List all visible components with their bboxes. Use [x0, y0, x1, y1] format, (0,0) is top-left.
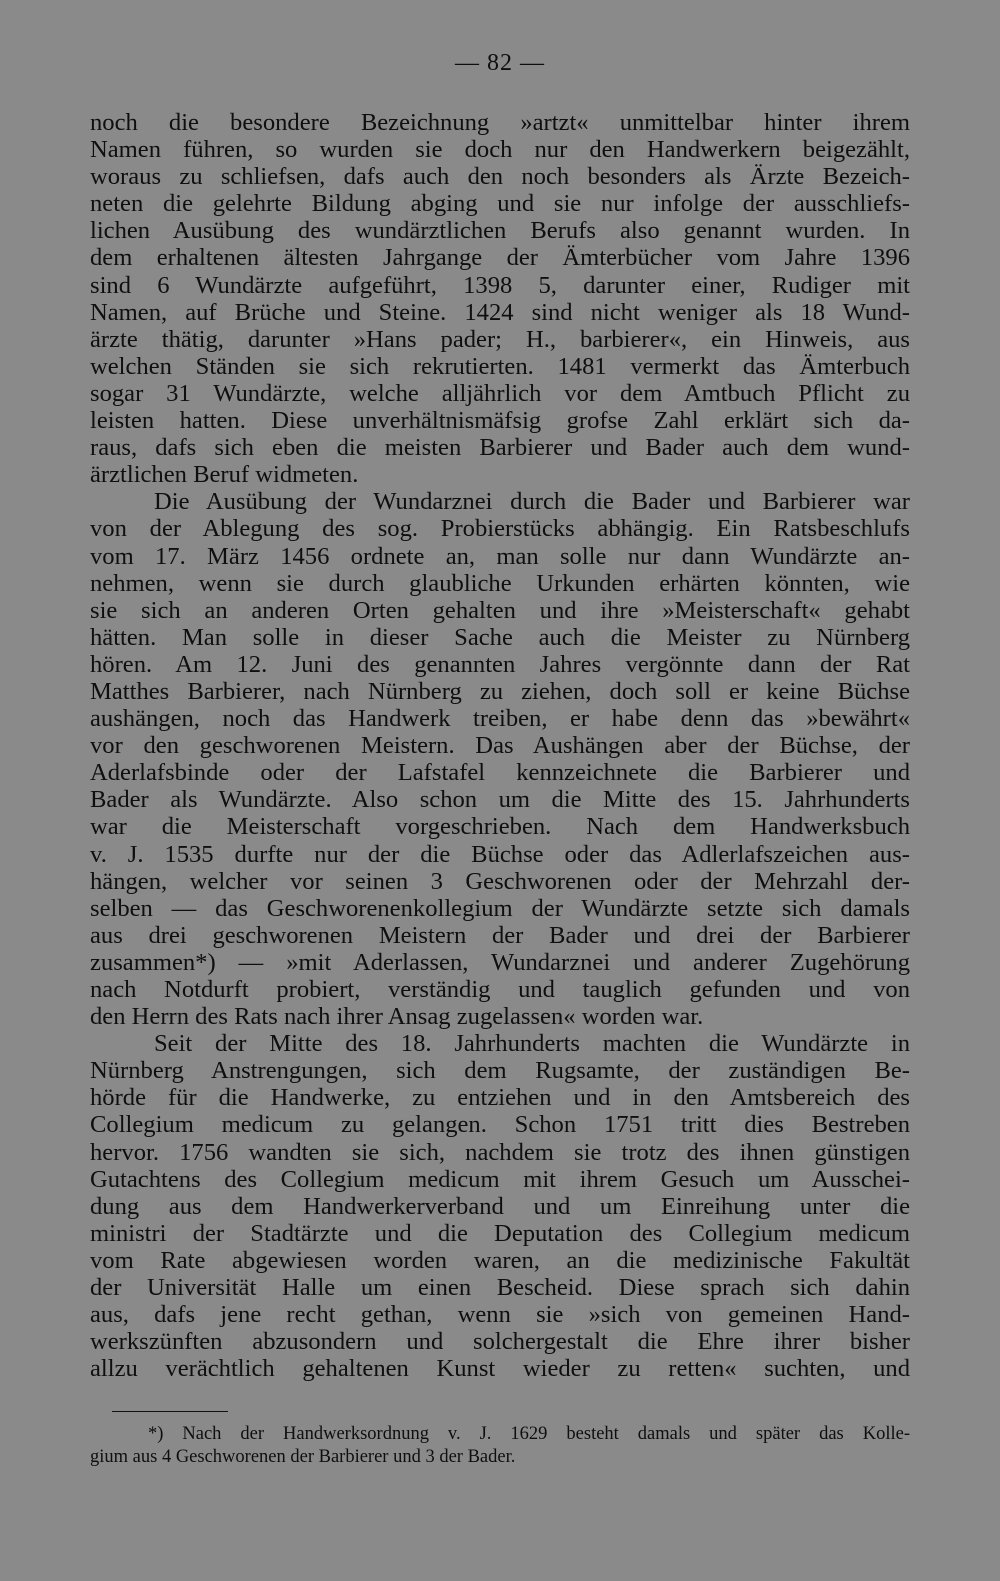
text-line: hätten. Man solle in dieser Sache auch die Meister zu Nürnberg	[90, 623, 910, 651]
text-line: vor den geschworenen Meistern. Das Aushängen aber der Büchse, der	[90, 732, 910, 760]
text-line: noch die besondere Bezeichnung »artzt« unmittelbar hinter ihrem	[90, 109, 910, 136]
text-line: welchen Ständen sie sich rekrutierten. 1481 vermerkt das Ämterbuch	[90, 352, 910, 380]
text-line: den Herrn des Rats nach ihrer Ansag zugelassen« worden war.	[90, 1003, 704, 1031]
page-number: — 82 —	[455, 50, 545, 76]
text-line: selben — das Geschworenenkollegium der Wundärzte setzte sich damals	[90, 894, 910, 922]
text-line: v. J. 1535 durfte nur der die Büchse oder das Adlerlafszeichen aus-	[90, 840, 910, 868]
text-line: Bader als Wundärzte. Also schon um die Mitte des 15. Jahrhunderts	[90, 786, 910, 814]
text-line: aus drei geschworenen Meistern der Bader und drei der Barbierer	[90, 921, 910, 949]
text-line: woraus zu schliefsen, dafs auch den noch besonders als Ärzte Bezeich-	[90, 163, 910, 191]
footnote-line: gium aus 4 Geschworenen der Barbierer und 3 der Bader.	[90, 1447, 516, 1467]
text-line: sind 6 Wundärzte aufgeführt, 1398 5, darunter einer, Rudiger mit	[90, 271, 910, 299]
text-line: vom Rate abgewiesen worden waren, an die medizinische Fakultät	[90, 1246, 910, 1274]
text-line: Die Ausübung der Wundarznei durch die Bader und Barbierer war	[154, 488, 910, 516]
text-line: raus, dafs sich eben die meisten Barbierer und Bader auch dem wund-	[90, 434, 910, 462]
body-text	[90, 109, 910, 1382]
text-line: hängen, welcher vor seinen 3 Geschworenen oder der Mehrzahl der-	[90, 867, 910, 895]
text-line: Seit der Mitte des 18. Jahrhunderts machten die Wundärzte in	[154, 1030, 910, 1058]
text-line: ärzte thätig, darunter »Hans pader; H., barbierer«, ein Hinweis, aus	[90, 325, 910, 353]
text-line: zusammen*) — »mit Aderlassen, Wundarznei und anderer Zugehörung	[90, 948, 910, 976]
text-line: lichen Ausübung des wundärztlichen Berufs also genannt wurden. In	[90, 217, 910, 245]
text-line: werkszünften abzusondern und solchergestalt die Ehre ihrer bisher	[90, 1328, 910, 1356]
text-line: dem erhaltenen ältesten Jahrgange der Ämterbücher vom Jahre 1396	[90, 244, 910, 272]
text-line: sie sich an anderen Orten gehalten und ihre »Meisterschaft« gehabt	[90, 596, 910, 624]
text-line: dung aus dem Handwerkerverband und um Einreihung unter die	[90, 1192, 910, 1220]
text-line: Nürnberg Anstrengungen, sich dem Rugsamte, der zuständigen Be-	[90, 1057, 910, 1085]
footnote-divider	[112, 1411, 228, 1412]
text-line: ministri der Stadtärzte und die Deputation des Collegium medicum	[90, 1219, 910, 1247]
text-line: aushängen, noch das Handwerk treiben, er habe denn das »bewährt«	[90, 705, 910, 733]
text-line: Matthes Barbierer, nach Nürnberg zu ziehen, doch soll er keine Büchse	[90, 677, 910, 705]
text-line: nach Notdurft probiert, verständig und tauglich gefunden und von	[90, 976, 910, 1003]
text-line: Namen führen, so wurden sie doch nur den Handwerkern beigezählt,	[90, 136, 910, 164]
text-line: Collegium medicum zu gelangen. Schon 1751 tritt dies Bestreben	[90, 1111, 910, 1139]
text-line: Namen, auf Brüche und Steine. 1424 sind nicht weniger als 18 Wund-	[90, 298, 910, 326]
text-line: der Universität Halle um einen Bescheid. Diese sprach sich dahin	[90, 1274, 910, 1302]
text-line: Gutachtens des Collegium medicum mit ihrem Gesuch um Ausschei-	[90, 1165, 910, 1193]
text-line: hören. Am 12. Juni des genannten Jahres vergönnte dann der Rat	[90, 650, 910, 678]
text-line: vom 17. März 1456 ordnete an, man solle nur dann Wundärzte an-	[90, 542, 910, 570]
footnote	[90, 1423, 910, 1469]
text-line: von der Ablegung des sog. Probierstücks abhängig. Ein Ratsbeschlufs	[90, 515, 910, 543]
text-line: war die Meisterschaft vorgeschrieben. Nach dem Handwerksbuch	[90, 813, 910, 841]
text-line: nehmen, wenn sie durch glaubliche Urkunden erhärten könnten, wie	[90, 569, 910, 597]
text-line: neten die gelehrte Bildung abging und sie nur infolge der ausschliefs-	[90, 190, 910, 218]
text-line: aus, dafs jene recht gethan, wenn sie »sich von gemeinen Hand-	[90, 1301, 910, 1329]
text-line: hörde für die Handwerke, zu entziehen und in den Amtsbereich des	[90, 1084, 910, 1112]
footnote-line: *) Nach der Handwerksordnung v. J. 1629 besteht damals und später das Kolle-	[148, 1424, 910, 1444]
text-line: hervor. 1756 wandten sie sich, nachdem sie trotz des ihnen günstigen	[90, 1138, 910, 1166]
text-line: sogar 31 Wundärzte, welche alljährlich vor dem Amtbuch Pflicht zu	[90, 379, 910, 407]
text-line: allzu verächtlich gehaltenen Kunst wieder zu retten« suchten, und	[90, 1355, 910, 1383]
text-line: Aderlafsbinde oder der Lafstafel kennzeichnete die Barbierer und	[90, 759, 910, 787]
text-line: leisten hatten. Diese unverhältnismäfsig grofse Zahl erklärt sich da-	[90, 407, 910, 435]
text-line: ärztlichen Beruf widmeten.	[90, 461, 359, 489]
